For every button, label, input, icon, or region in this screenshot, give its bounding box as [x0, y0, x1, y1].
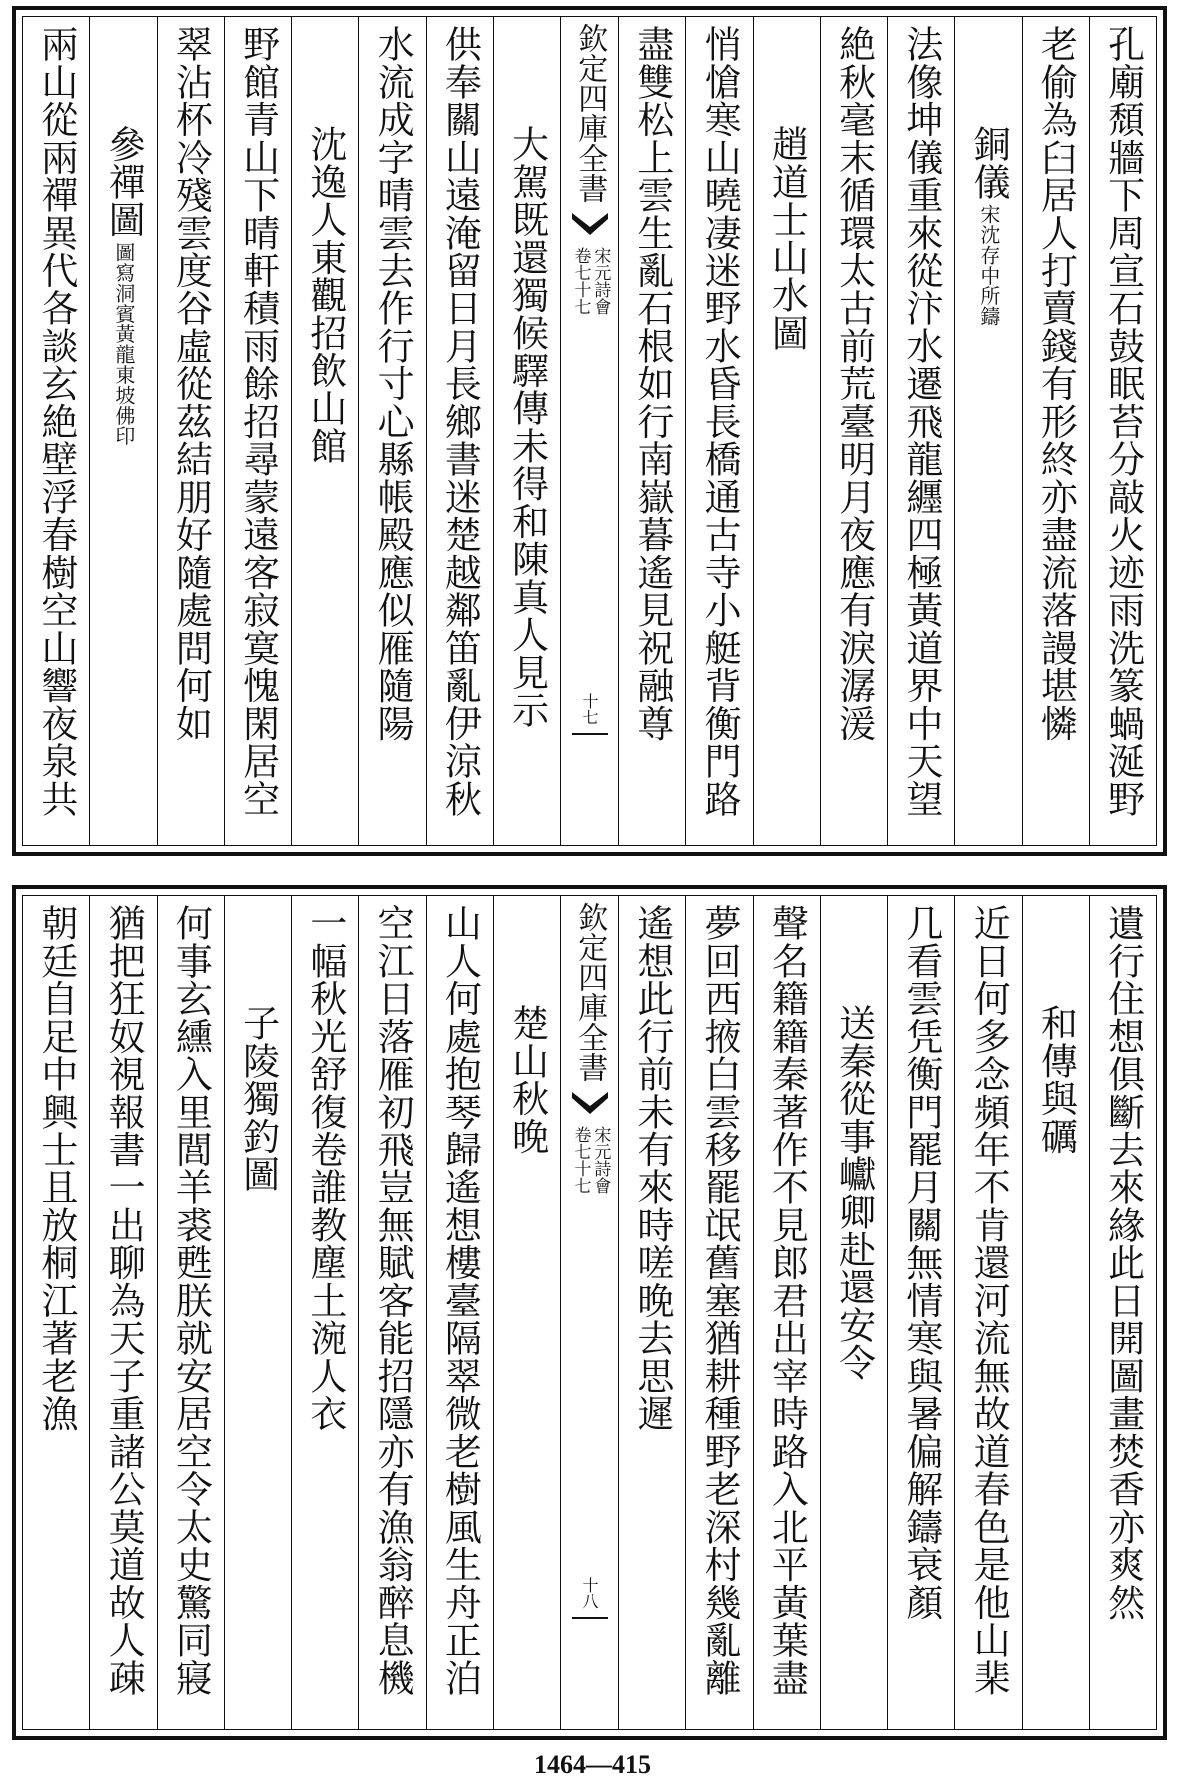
poem-title: 趙道士山水圖 [765, 125, 809, 352]
leaf-number: 十八 [580, 1577, 599, 1609]
text-column [493, 17, 560, 845]
book-title: 欽定四庫全書 [572, 23, 608, 203]
poem-line: 几看雲凭衡門罷月關無情寒與暑偏解鑄衰顏 [899, 904, 943, 1622]
volume-info [571, 1126, 609, 1194]
spine-rule [572, 733, 608, 735]
fish-tail-mark-icon [572, 211, 608, 241]
poem-line: 盡雙松上雲生亂石根如行南嶽暮遙見祝融尊 [630, 25, 674, 743]
volume-number: 卷七十七 [570, 1126, 591, 1194]
text-column [224, 896, 291, 1729]
poem-line: 兩山從兩禪異代各談玄絶壁浮春樹空山響夜泉共 [34, 25, 78, 818]
page-footer-number: 1464—415 [534, 1750, 651, 1779]
volume-number: 卷七十七 [570, 247, 591, 315]
book-title: 欽定四庫全書 [572, 902, 608, 1082]
poem-line: 遙想此行前未有來時嗟晚去思遲 [630, 904, 674, 1433]
poem-line: 聲名籍籍秦著作不見郎君出宰時路入北平黃葉盡 [765, 904, 809, 1697]
text-column [157, 17, 224, 845]
text-column [887, 17, 954, 845]
text-column [426, 17, 493, 845]
text-column [291, 896, 358, 1729]
poem-line: 近日何多念頻年不肯還河流無故道春色是他山棐 [967, 904, 1011, 1697]
poem-line: 野館青山下晴軒積雨餘招尋蒙遠客寂寞愧閑居空 [236, 25, 280, 818]
annotation-note: 宋沈存中所鑄 [976, 204, 1001, 327]
spine-rule [572, 1617, 608, 1619]
text-column [1089, 17, 1156, 845]
text-column [954, 17, 1021, 845]
top-page [12, 6, 1167, 856]
text-column [493, 896, 560, 1729]
bottom-page [12, 885, 1167, 1740]
text-column [1022, 17, 1089, 845]
center-spine [560, 896, 618, 1729]
poem-title: 和傳與礪 [1034, 1004, 1078, 1155]
text-column [618, 896, 685, 1729]
poem-line: 夢回西掖白雲移罷氓舊塞猶耕種野老深村幾亂離 [698, 904, 742, 1697]
poem-line: 孔廟頹牆下周宣石鼓眠苔分敲火迹雨洗篆蝸涎野 [1101, 25, 1145, 818]
volume-info [571, 247, 609, 315]
poem-line: 水流成字晴雲去作行寸心縣帳殿應似雁隨陽 [371, 25, 415, 743]
poem-title: 楚山秋晚 [505, 1004, 549, 1155]
annotation-note: 圖寫洞賓黃龍東坡佛印 [111, 242, 136, 447]
text-column [954, 896, 1021, 1729]
poem-line: 法像坤儀重來從汴水遷飛龍纒四極黃道界中天望 [899, 25, 943, 818]
text-column [89, 17, 156, 845]
poem-title: 子陵獨釣圖 [236, 1004, 280, 1193]
poem-title: 參禪圖 [102, 125, 146, 239]
collection-name: 宋元詩會 [590, 1126, 611, 1194]
poem-line: 翠沾杯冷殘雲度谷虛從茲結朋好隨處問何如 [169, 25, 213, 743]
text-column [358, 896, 425, 1729]
text-column [358, 17, 425, 845]
text-column [291, 17, 358, 845]
poem-line: 悄愴寒山曉凄迷野水昏長橋通古寺小艇背衡門路 [698, 25, 742, 818]
text-column [753, 17, 820, 845]
text-column [685, 896, 752, 1729]
poem-title: 送秦從事巘卿赴還安令 [832, 1004, 876, 1382]
bottom-page-frame [22, 895, 1157, 1730]
text-column [820, 17, 887, 845]
poem-line: 遺行住想俱斷去來緣此日開圖畫焚香亦爽然 [1101, 904, 1145, 1622]
collection-name: 宋元詩會 [590, 247, 611, 315]
poem-line: 山人何處抱琴歸遙想樓臺隔翠微老樹風生舟正泊 [438, 904, 482, 1697]
poem-title: 大駕既還獨候驛傳未得和陳真人見示 [505, 125, 549, 729]
text-column [23, 17, 89, 845]
text-column [820, 896, 887, 1729]
text-column [157, 896, 224, 1729]
text-column [426, 896, 493, 1729]
text-column [685, 17, 752, 845]
poem-line: 空江日落雁初飛豈無賦客能招隱亦有漁翁醉息機 [371, 904, 415, 1697]
leaf-number: 十七 [580, 693, 599, 725]
poem-line: 老偷為臼居人打賣錢有形終亦盡流落謾堪憐 [1034, 25, 1078, 743]
poem-title: 沈逸人東觀招飲山館 [303, 125, 347, 465]
poem-line: 供奉關山遠淹留日月長鄉書迷楚越鄰笛亂伊涼秋 [438, 25, 482, 818]
top-page-frame [22, 16, 1157, 846]
poem-line: 一幅秋光舒復卷誰教塵土涴人衣 [303, 904, 347, 1433]
poem-line: 朝廷自足中興士且放桐江著老漁 [34, 904, 78, 1433]
poem-line: 何事玄纁入里閭羊裘甦朕就安居空令太史驚同寢 [169, 904, 213, 1697]
text-column [618, 17, 685, 845]
text-column [887, 896, 954, 1729]
text-column [1089, 896, 1156, 1729]
poem-title: 銅儀 [967, 125, 1011, 201]
text-column [1022, 896, 1089, 1729]
text-column [89, 896, 156, 1729]
text-column [753, 896, 820, 1729]
poem-line: 絶秋毫末循環太古前荒臺明月夜應有淚潺湲 [832, 25, 876, 743]
center-spine [560, 17, 618, 845]
fish-tail-mark-icon [572, 1090, 608, 1120]
text-column [224, 17, 291, 845]
text-column [23, 896, 89, 1729]
poem-line: 猶把狂奴視報書一出聊為天子重諸公莫道故人疎 [102, 904, 146, 1697]
